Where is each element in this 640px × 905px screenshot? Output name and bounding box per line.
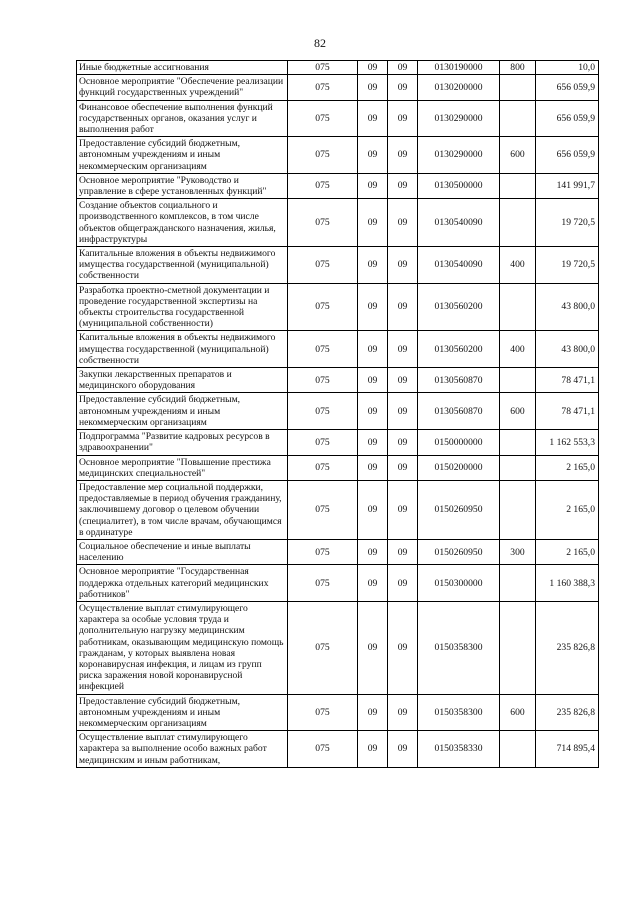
row-section-cell: 09	[358, 61, 388, 75]
row-section-cell: 09	[358, 100, 388, 137]
row-target-article-cell: 0130560200	[418, 283, 500, 331]
table-row	[77, 368, 599, 393]
row-expense-type-cell: 300	[500, 539, 536, 564]
row-grbs-cell: 075	[288, 368, 358, 393]
row-expense-type-cell	[500, 601, 536, 694]
budget-table-body	[77, 61, 599, 768]
row-target-article-cell: 0130540090	[418, 199, 500, 247]
row-expense-type-cell	[500, 731, 536, 768]
row-target-article-cell: 0150260950	[418, 480, 500, 539]
row-expense-type-cell	[500, 75, 536, 100]
row-name-cell: Предоставление субсидий бюджетным, автономным учреждениям и иным некоммерческим организациям	[77, 694, 288, 731]
row-expense-type-cell	[500, 283, 536, 331]
row-grbs-cell: 075	[288, 100, 358, 137]
row-name-cell: Предоставление мер социальной поддержки, предоставляемые в период обучения гражданину, заключившему договор о целевом обучении (специалитет), в том числе врачам, обучающимся в ординатуре	[77, 480, 288, 539]
table-row	[77, 100, 599, 137]
row-grbs-cell: 075	[288, 731, 358, 768]
row-section-cell: 09	[358, 455, 388, 480]
row-name-cell: Капитальные вложения в объекты недвижимого имущества государственной (муниципальной) собственности	[77, 331, 288, 368]
row-target-article-cell: 0130560200	[418, 331, 500, 368]
table-row	[77, 393, 599, 430]
row-sum-cell: 43 800,0	[536, 283, 599, 331]
table-row	[77, 75, 599, 100]
row-subsection-cell: 09	[388, 247, 418, 284]
table-row	[77, 61, 599, 75]
row-sum-cell: 235 826,8	[536, 601, 599, 694]
row-subsection-cell: 09	[388, 430, 418, 455]
row-subsection-cell: 09	[388, 100, 418, 137]
row-expense-type-cell: 600	[500, 137, 536, 174]
row-expense-type-cell	[500, 565, 536, 602]
row-section-cell: 09	[358, 247, 388, 284]
row-sum-cell: 656 059,9	[536, 137, 599, 174]
table-row	[77, 455, 599, 480]
row-section-cell: 09	[358, 565, 388, 602]
page-number: 82	[314, 36, 326, 50]
row-sum-cell: 235 826,8	[536, 694, 599, 731]
row-target-article-cell: 0150300000	[418, 565, 500, 602]
table-row	[77, 247, 599, 284]
table-row	[77, 137, 599, 174]
row-grbs-cell: 075	[288, 455, 358, 480]
row-grbs-cell: 075	[288, 393, 358, 430]
row-sum-cell: 656 059,9	[536, 75, 599, 100]
row-subsection-cell: 09	[388, 61, 418, 75]
table-row	[77, 430, 599, 455]
row-sum-cell: 714 895,4	[536, 731, 599, 768]
row-subsection-cell: 09	[388, 393, 418, 430]
row-section-cell: 09	[358, 694, 388, 731]
row-name-cell: Основное мероприятие "Обеспечение реализации функций государственных учреждений"	[77, 75, 288, 100]
row-name-cell: Финансовое обеспечение выполнения функций государственных органов, оказания услуг и выполнения работ	[77, 100, 288, 137]
row-name-cell: Подпрограмма "Развитие кадровых ресурсов в здравоохранении"	[77, 430, 288, 455]
row-name-cell: Разработка проектно-сметной документации и проведение государственной экспертизы на объекты строительства государственной (муниципальной собственности)	[77, 283, 288, 331]
row-section-cell: 09	[358, 393, 388, 430]
row-sum-cell: 2 165,0	[536, 480, 599, 539]
row-section-cell: 09	[358, 283, 388, 331]
row-name-cell: Осуществление выплат стимулирующего характера за выполнение особо важных работ медицинским и иным работникам,	[77, 731, 288, 768]
row-section-cell: 09	[358, 539, 388, 564]
row-expense-type-cell	[500, 173, 536, 198]
row-target-article-cell: 0150358330	[418, 731, 500, 768]
row-subsection-cell: 09	[388, 694, 418, 731]
row-name-cell: Предоставление субсидий бюджетным, автономным учреждениям и иным некоммерческим организациям	[77, 393, 288, 430]
row-target-article-cell: 0130540090	[418, 247, 500, 284]
row-sum-cell: 1 162 553,3	[536, 430, 599, 455]
row-expense-type-cell	[500, 100, 536, 137]
row-subsection-cell: 09	[388, 455, 418, 480]
row-target-article-cell: 0130200000	[418, 75, 500, 100]
row-target-article-cell: 0130190000	[418, 61, 500, 75]
row-target-article-cell: 0150000000	[418, 430, 500, 455]
row-sum-cell: 141 991,7	[536, 173, 599, 198]
table-row	[77, 199, 599, 247]
row-target-article-cell: 0150260950	[418, 539, 500, 564]
row-subsection-cell: 09	[388, 75, 418, 100]
table-row	[77, 539, 599, 564]
row-subsection-cell: 09	[388, 368, 418, 393]
row-name-cell: Иные бюджетные ассигнования	[77, 61, 288, 75]
row-section-cell: 09	[358, 173, 388, 198]
row-subsection-cell: 09	[388, 565, 418, 602]
row-sum-cell: 656 059,9	[536, 100, 599, 137]
row-subsection-cell: 09	[388, 283, 418, 331]
row-expense-type-cell	[500, 455, 536, 480]
row-expense-type-cell: 600	[500, 393, 536, 430]
row-grbs-cell: 075	[288, 75, 358, 100]
row-target-article-cell: 0150358300	[418, 601, 500, 694]
row-target-article-cell: 0130290000	[418, 137, 500, 174]
row-grbs-cell: 075	[288, 539, 358, 564]
row-grbs-cell: 075	[288, 247, 358, 284]
row-expense-type-cell	[500, 480, 536, 539]
row-grbs-cell: 075	[288, 283, 358, 331]
row-sum-cell: 78 471,1	[536, 368, 599, 393]
row-name-cell: Осуществление выплат стимулирующего характера за особые условия труда и дополнительную нагрузку медицинским работникам, оказывающим медицинскую помощь гражданам, у которых выявлена новая коронавирусная инфекция, и лицам из групп риска заражения новой коронавирусной инфекцией	[77, 601, 288, 694]
row-expense-type-cell: 600	[500, 694, 536, 731]
row-name-cell: Закупки лекарственных препаратов и медицинского оборудования	[77, 368, 288, 393]
row-grbs-cell: 075	[288, 331, 358, 368]
row-section-cell: 09	[358, 731, 388, 768]
row-sum-cell: 19 720,5	[536, 199, 599, 247]
row-subsection-cell: 09	[388, 137, 418, 174]
table-row	[77, 694, 599, 731]
table-row	[77, 480, 599, 539]
table-row	[77, 731, 599, 768]
row-section-cell: 09	[358, 75, 388, 100]
row-target-article-cell: 0130290000	[418, 100, 500, 137]
row-sum-cell: 19 720,5	[536, 247, 599, 284]
row-target-article-cell: 0130500000	[418, 173, 500, 198]
row-sum-cell: 1 160 388,3	[536, 565, 599, 602]
row-section-cell: 09	[358, 601, 388, 694]
table-row	[77, 283, 599, 331]
table-row	[77, 173, 599, 198]
row-section-cell: 09	[358, 368, 388, 393]
row-grbs-cell: 075	[288, 173, 358, 198]
row-grbs-cell: 075	[288, 430, 358, 455]
row-grbs-cell: 075	[288, 480, 358, 539]
row-sum-cell: 78 471,1	[536, 393, 599, 430]
row-subsection-cell: 09	[388, 539, 418, 564]
row-expense-type-cell	[500, 368, 536, 393]
row-target-article-cell: 0150358300	[418, 694, 500, 731]
row-subsection-cell: 09	[388, 173, 418, 198]
budget-table	[76, 60, 599, 768]
row-target-article-cell: 0150200000	[418, 455, 500, 480]
row-name-cell: Создание объектов социального и производственного комплексов, в том числе объектов общегражданского назначения, жилья, инфраструктуры	[77, 199, 288, 247]
row-expense-type-cell: 800	[500, 61, 536, 75]
row-target-article-cell: 0130560870	[418, 393, 500, 430]
row-name-cell: Социальное обеспечение и иные выплаты населению	[77, 539, 288, 564]
row-sum-cell: 10,0	[536, 61, 599, 75]
row-subsection-cell: 09	[388, 480, 418, 539]
row-name-cell: Предоставление субсидий бюджетным, автономным учреждениям и иным некоммерческим организациям	[77, 137, 288, 174]
row-target-article-cell: 0130560870	[418, 368, 500, 393]
row-section-cell: 09	[358, 199, 388, 247]
row-subsection-cell: 09	[388, 199, 418, 247]
row-grbs-cell: 075	[288, 565, 358, 602]
row-expense-type-cell: 400	[500, 247, 536, 284]
row-subsection-cell: 09	[388, 601, 418, 694]
row-grbs-cell: 075	[288, 137, 358, 174]
row-subsection-cell: 09	[388, 731, 418, 768]
row-expense-type-cell: 400	[500, 331, 536, 368]
row-section-cell: 09	[358, 331, 388, 368]
row-expense-type-cell	[500, 430, 536, 455]
row-expense-type-cell	[500, 199, 536, 247]
row-subsection-cell: 09	[388, 331, 418, 368]
row-name-cell: Основное мероприятие "Государственная поддержка отдельных категорий медицинских работников"	[77, 565, 288, 602]
table-row	[77, 331, 599, 368]
table-row	[77, 565, 599, 602]
row-section-cell: 09	[358, 137, 388, 174]
row-sum-cell: 2 165,0	[536, 455, 599, 480]
row-grbs-cell: 075	[288, 694, 358, 731]
row-grbs-cell: 075	[288, 61, 358, 75]
row-section-cell: 09	[358, 480, 388, 539]
row-section-cell: 09	[358, 430, 388, 455]
row-grbs-cell: 075	[288, 199, 358, 247]
row-name-cell: Капитальные вложения в объекты недвижимого имущества государственной (муниципальной) собственности	[77, 247, 288, 284]
row-name-cell: Основное мероприятие "Руководство и управление в сфере установленных функций"	[77, 173, 288, 198]
row-name-cell: Основное мероприятие "Повышение престижа медицинских специальностей"	[77, 455, 288, 480]
row-grbs-cell: 075	[288, 601, 358, 694]
row-sum-cell: 43 800,0	[536, 331, 599, 368]
table-row	[77, 601, 599, 694]
row-sum-cell: 2 165,0	[536, 539, 599, 564]
